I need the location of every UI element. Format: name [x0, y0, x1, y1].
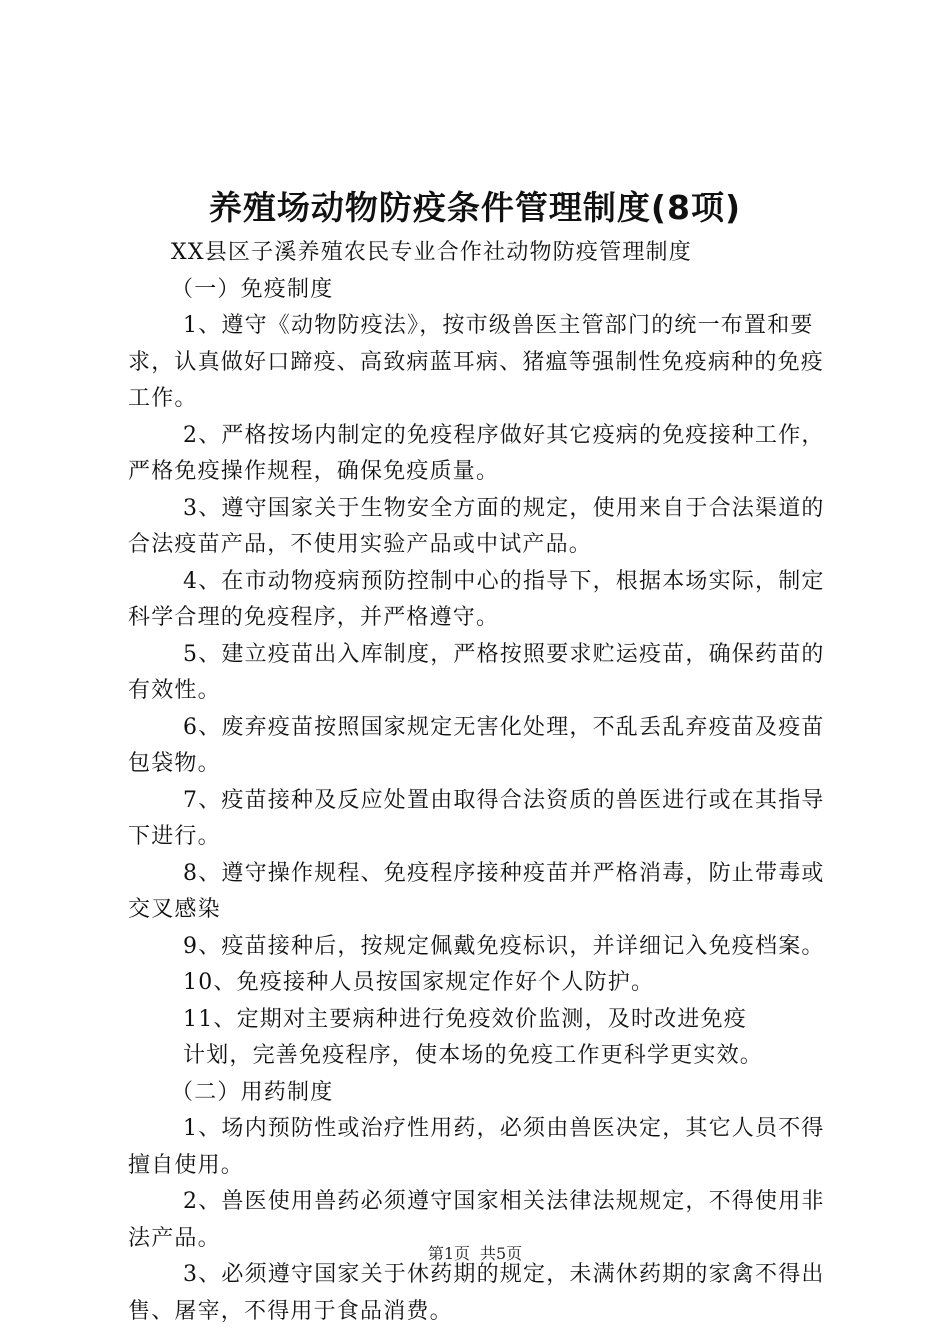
list-item: 2、兽医使用兽药必须遵守国家相关法律法规规定，不得使用非法产品。: [128, 1189, 825, 1251]
document-body: [128, 235, 828, 1330]
list-item: 4、在市动物疫病预防控制中心的指导下，根据本场实际，制定科学合理的免疫程序，并严格遵守。: [128, 568, 825, 630]
list-item: 5、建立疫苗出入库制度，严格按照要求贮运疫苗，确保药苗的有效性。: [128, 641, 825, 703]
document-subtitle: XX县区子溪养殖农民专业合作社动物防疫管理制度: [171, 240, 692, 265]
page-number: 第1页: [427, 1244, 470, 1263]
section-heading-medication: （二）用药制度: [171, 1079, 334, 1105]
list-item: 9、疫苗接种后，按规定佩戴免疫标识，并详细记入免疫档案。: [183, 933, 825, 959]
page-total: 共5页: [480, 1244, 523, 1263]
list-item: 11、定期对主要病种进行免疫效价监测，及时改进免疫: [183, 1006, 747, 1032]
list-item: 1、遵守《动物防疫法》，按市级兽医主管部门的统一布置和要求，认真做好口蹄疫、高致病蓝耳病、猪瘟等强制性免疫病种的免疫工作。: [128, 313, 825, 411]
list-item-continuation: 计划，完善免疫程序，使本场的免疫工作更科学更实效。: [183, 1043, 764, 1068]
section-heading-immunization: （一）免疫制度: [171, 276, 334, 302]
list-item: 10、免疫接种人员按国家规定作好个人防护。: [183, 970, 655, 995]
list-item: 8、遵守操作规程、免疫程序接种疫苗并严格消毒，防止带毒或交叉感染: [128, 860, 825, 922]
list-item: 7、疫苗接种及反应处置由取得合法资质的兽医进行或在其指导下进行。: [128, 787, 825, 849]
list-item: 3、必须遵守国家关于休药期的规定，未满休药期的家禽不得出售、屠宰，不得用于食品消费。: [128, 1262, 825, 1324]
list-item: 1、场内预防性或治疗性用药，必须由兽医决定，其它人员不得擅自使用。: [128, 1116, 825, 1178]
page-footer: [0, 1242, 950, 1266]
list-item: 3、遵守国家关于生物安全方面的规定，使用来自于合法渠道的合法疫苗产品，不使用实验产品或中试产品。: [128, 495, 825, 557]
list-item: 2、严格按场内制定的免疫程序做好其它疫病的免疫接种工作，严格免疫操作规程，确保免疫质量。: [128, 422, 825, 484]
document-title: 养殖场动物防疫条件管理制度(8项): [208, 188, 742, 227]
list-item: 6、废弃疫苗按照国家规定无害化处理，不乱丢乱弃疫苗及疫苗包袋物。: [128, 714, 825, 776]
